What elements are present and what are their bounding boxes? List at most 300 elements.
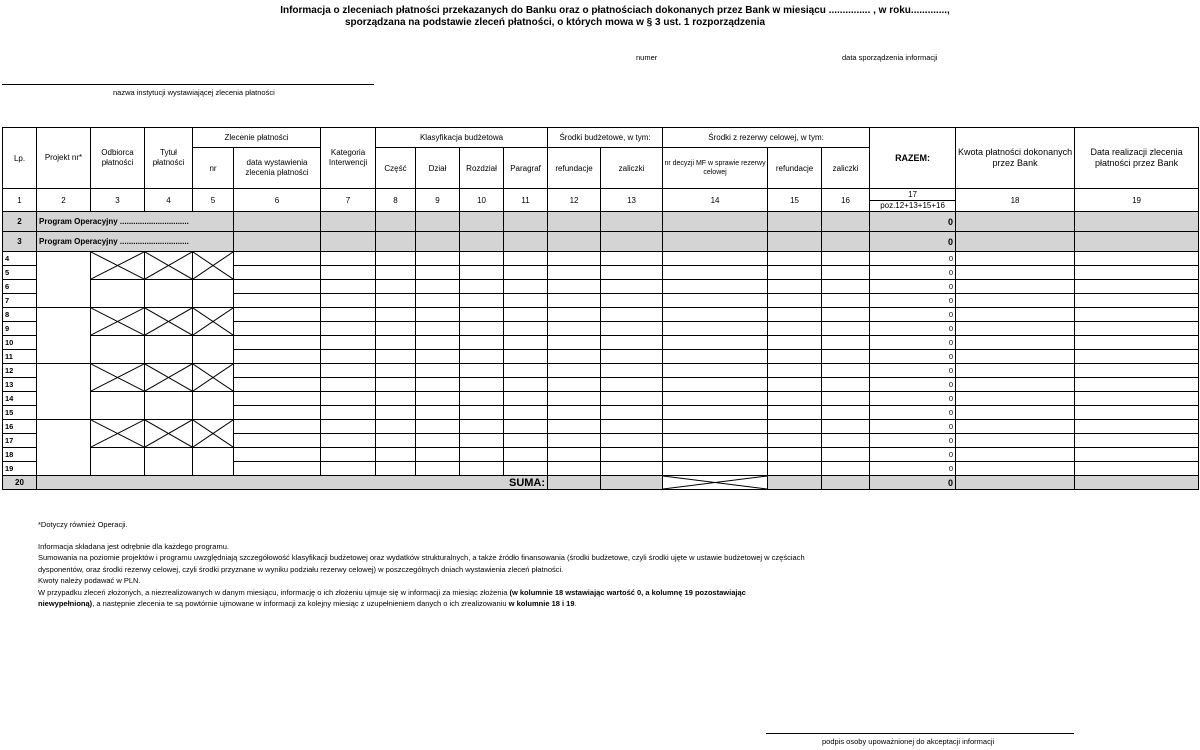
razem-value: 0 [870, 420, 956, 434]
cell-col-10[interactable] [460, 266, 504, 280]
cell-col-11[interactable] [504, 232, 548, 252]
cell-col-15[interactable] [768, 252, 822, 266]
razem-value: 0 [870, 266, 956, 280]
cell-col-11[interactable] [504, 280, 548, 294]
cell-col-19[interactable] [1075, 232, 1199, 252]
cell-col-19[interactable] [1075, 350, 1199, 364]
razem-value: 0 [870, 294, 956, 308]
cell-col-8[interactable] [376, 406, 416, 420]
cell-col-7[interactable] [321, 308, 376, 322]
column-number-5: 5 [193, 189, 234, 212]
cell-col-10[interactable] [460, 364, 504, 378]
cell-col-6[interactable] [234, 336, 321, 350]
cell-col-8[interactable] [376, 448, 416, 462]
cell-col-14[interactable] [663, 212, 768, 232]
cell-col-6[interactable] [234, 252, 321, 266]
cell-col-3[interactable] [91, 336, 145, 364]
cell-col-12[interactable] [548, 212, 601, 232]
cell-col-13[interactable] [601, 462, 663, 476]
cell-col-18[interactable] [956, 350, 1075, 364]
column17-formula: poz.12+13+15+16 [870, 200, 955, 211]
cell-col-8[interactable] [376, 364, 416, 378]
cell-col-9[interactable] [416, 266, 460, 280]
cell-col-18[interactable] [956, 212, 1075, 232]
cell-col-9[interactable] [416, 406, 460, 420]
cell-col-15[interactable] [768, 364, 822, 378]
cell-col-18[interactable] [956, 434, 1075, 448]
cell-col-16[interactable] [822, 378, 870, 392]
cell-col-18[interactable] [956, 378, 1075, 392]
cell-col-9[interactable] [416, 462, 460, 476]
cell-col-9[interactable] [416, 392, 460, 406]
note-line-4: Kwoty należy podawać w PLN. [38, 576, 141, 585]
cell-col-9[interactable] [416, 308, 460, 322]
cell-col-11[interactable] [504, 266, 548, 280]
cell-col-13[interactable] [601, 252, 663, 266]
cell-col-10[interactable] [460, 420, 504, 434]
cell-col-14[interactable] [663, 336, 768, 350]
cell-col-6[interactable] [234, 294, 321, 308]
cell-col-11[interactable] [504, 406, 548, 420]
cell-col-6[interactable] [234, 364, 321, 378]
cell-col-9[interactable] [416, 434, 460, 448]
header-lp: Lp. [3, 128, 37, 189]
header-refundacje: refundacje [548, 148, 601, 189]
cell-col-19[interactable] [1075, 252, 1199, 266]
cell-col-15[interactable] [768, 392, 822, 406]
cell-col-16[interactable] [822, 434, 870, 448]
cell-col-16[interactable] [822, 336, 870, 350]
cell-col-7[interactable] [321, 462, 376, 476]
cell-col-19[interactable] [1075, 294, 1199, 308]
cell-col-13[interactable] [601, 434, 663, 448]
cell-col-5[interactable] [193, 336, 234, 364]
cell-col-6[interactable] [234, 266, 321, 280]
cell-col-12[interactable] [548, 378, 601, 392]
cell-col-15[interactable] [768, 462, 822, 476]
row-lp: 10 [3, 336, 37, 350]
title-line-2: sporządzana na podstawie zleceń płatności, o których mowa w § 3 ust. 1 rozporządzenia [344, 17, 766, 28]
cell-col-4[interactable] [145, 280, 193, 308]
cell-col-3[interactable] [91, 392, 145, 420]
cell-col-10[interactable] [460, 434, 504, 448]
note-line-5: W przypadku zleceń złożonych, a niezrealizowanych w danym miesiącu, informację o ich złożeniu ujmuje się w informacji za miesiąc złożenia (w kolumnie 18 wstawiając wartość 0, a kolumnę 19 pozostawiając [38, 587, 746, 597]
cell-col-16[interactable] [822, 420, 870, 434]
cell-col-14[interactable] [663, 232, 768, 252]
cell-col-16[interactable] [822, 266, 870, 280]
cell-col-9[interactable] [416, 252, 460, 266]
cell-col-15[interactable] [768, 308, 822, 322]
cell-col-11[interactable] [504, 434, 548, 448]
cell-col-13[interactable] [601, 364, 663, 378]
header-kwota: Kwota płatności dokonanych przez Bank [956, 128, 1075, 189]
cell-col-9[interactable] [416, 378, 460, 392]
cell-col-15[interactable] [768, 336, 822, 350]
cell-col-12[interactable] [548, 252, 601, 266]
cell-col-19[interactable] [1075, 322, 1199, 336]
crossed-cell [193, 420, 234, 448]
cell-col-10[interactable] [460, 294, 504, 308]
cell-col-6[interactable] [234, 392, 321, 406]
cell-col-16[interactable] [822, 406, 870, 420]
cell-col-12[interactable] [548, 392, 601, 406]
cell-col-11[interactable] [504, 420, 548, 434]
column-number-6: 6 [234, 189, 321, 212]
cell-col-15[interactable] [768, 294, 822, 308]
cell-col-18[interactable] [956, 336, 1075, 350]
crossed-cell [663, 476, 768, 490]
row-lp: 6 [3, 280, 37, 294]
cell-col-9[interactable] [416, 336, 460, 350]
cell-col-10[interactable] [460, 322, 504, 336]
cell-col-16[interactable] [822, 462, 870, 476]
column-number-11: 11 [504, 189, 548, 212]
cell-col-13[interactable] [601, 280, 663, 294]
row-lp: 16 [3, 420, 37, 434]
cell-col-7[interactable] [321, 350, 376, 364]
cell-col-19[interactable] [1075, 420, 1199, 434]
column-number-2: 2 [37, 189, 91, 212]
cell-col-13[interactable] [601, 350, 663, 364]
cell-col-16[interactable] [822, 350, 870, 364]
cell-col-15[interactable] [768, 322, 822, 336]
cell-col-11[interactable] [504, 322, 548, 336]
program-row [3, 232, 1199, 252]
cell-col-12[interactable] [548, 462, 601, 476]
cell-col-15[interactable] [768, 280, 822, 294]
cell-col-12[interactable] [548, 266, 601, 280]
cell-col-6[interactable] [234, 378, 321, 392]
row-lp: 9 [3, 322, 37, 336]
cell-col-8[interactable] [376, 280, 416, 294]
header-dzial: Dział [416, 148, 460, 189]
cell-col-7[interactable] [321, 294, 376, 308]
column-number-13: 13 [601, 189, 663, 212]
cell-col-16[interactable] [822, 212, 870, 232]
cell-col-8[interactable] [376, 232, 416, 252]
cell-col-6[interactable] [234, 280, 321, 294]
cell-col-8[interactable] [376, 252, 416, 266]
table-row [3, 392, 1199, 406]
cell-col-13[interactable] [601, 406, 663, 420]
cell-col-10[interactable] [460, 232, 504, 252]
cell-col-11[interactable] [504, 294, 548, 308]
cell-col-15[interactable] [768, 448, 822, 462]
cell-col-16[interactable] [822, 392, 870, 406]
cell-col-9[interactable] [416, 420, 460, 434]
column-number-19: 19 [1075, 189, 1199, 212]
cell-col-18[interactable] [956, 364, 1075, 378]
cell-col-12[interactable] [548, 294, 601, 308]
cell-col-7[interactable] [321, 212, 376, 232]
cell-col-19[interactable] [1075, 406, 1199, 420]
cell-col-14[interactable] [663, 308, 768, 322]
cell-col-14[interactable] [663, 448, 768, 462]
header-nr: nr [193, 148, 234, 189]
cell-col-7[interactable] [321, 266, 376, 280]
cell-col-6[interactable] [234, 448, 321, 462]
row-lp: 20 [3, 476, 37, 490]
cell-col-14[interactable] [663, 294, 768, 308]
institution-line [2, 84, 374, 85]
cell-col-6[interactable] [234, 462, 321, 476]
cell-col-10[interactable] [460, 212, 504, 232]
razem-value: 0 [870, 308, 956, 322]
crossed-cell [193, 308, 234, 336]
cell-col-14[interactable] [663, 280, 768, 294]
cell-col-19[interactable] [1075, 364, 1199, 378]
cell-col-12[interactable] [548, 280, 601, 294]
cell-col-10[interactable] [460, 462, 504, 476]
cell-col-18[interactable] [956, 322, 1075, 336]
cell-col-13[interactable] [601, 232, 663, 252]
cell-col-10[interactable] [460, 350, 504, 364]
cell-col-13[interactable] [601, 212, 663, 232]
payments-table [2, 127, 1199, 490]
cell-col-16[interactable] [822, 364, 870, 378]
cell-col-8[interactable] [376, 266, 416, 280]
cell-col-11[interactable] [504, 350, 548, 364]
razem-value: 0 [870, 434, 956, 448]
cell-col-19[interactable] [1075, 212, 1199, 232]
cell-col-2[interactable] [37, 308, 91, 364]
cell-col-11[interactable] [504, 308, 548, 322]
cell-col-12[interactable] [548, 448, 601, 462]
cell-col-14[interactable] [663, 350, 768, 364]
razem-value: 0 [870, 406, 956, 420]
cell-col-11[interactable] [504, 336, 548, 350]
cell-col-6[interactable] [234, 350, 321, 364]
cell-col-18[interactable] [956, 252, 1075, 266]
cell-col-10[interactable] [460, 392, 504, 406]
cell-col-19[interactable] [1075, 280, 1199, 294]
cell-col-14[interactable] [663, 364, 768, 378]
cell-col-15[interactable] [768, 212, 822, 232]
cell-col-8[interactable] [376, 336, 416, 350]
cell-col-18[interactable] [956, 280, 1075, 294]
razem-value: 0 [870, 462, 956, 476]
cell-col-8[interactable] [376, 420, 416, 434]
cell-col-11[interactable] [504, 252, 548, 266]
cell-col-10[interactable] [460, 448, 504, 462]
razem-value: 0 [870, 350, 956, 364]
cell-col-16[interactable] [822, 294, 870, 308]
cell-col-4[interactable] [145, 392, 193, 420]
cell-col-10[interactable] [460, 308, 504, 322]
cell-col-4[interactable] [145, 448, 193, 476]
cell-col-7[interactable] [321, 378, 376, 392]
cell-col-7[interactable] [321, 448, 376, 462]
cell-col-14[interactable] [663, 266, 768, 280]
cell-col-16[interactable] [822, 280, 870, 294]
cell-col-14[interactable] [663, 406, 768, 420]
cell-col-7[interactable] [321, 322, 376, 336]
cell-col-15[interactable] [768, 350, 822, 364]
cell-col-19[interactable] [1075, 266, 1199, 280]
cell-col-19[interactable] [1075, 378, 1199, 392]
cell-col-18[interactable] [956, 308, 1075, 322]
cell-col-16[interactable] [822, 322, 870, 336]
cell-col-6[interactable] [234, 434, 321, 448]
cell-col-12[interactable] [548, 350, 601, 364]
cell-col-8[interactable] [376, 322, 416, 336]
cell-col-5[interactable] [193, 280, 234, 308]
cell-col-18[interactable] [956, 266, 1075, 280]
cell-col-13[interactable] [601, 448, 663, 462]
cell-col-12[interactable] [548, 232, 601, 252]
cell-col-16[interactable] [822, 232, 870, 252]
cell-col-14[interactable] [663, 462, 768, 476]
cell-col-6[interactable] [234, 406, 321, 420]
cell-col-19[interactable] [1075, 434, 1199, 448]
cell-col-19[interactable] [1075, 336, 1199, 350]
cell-col-19[interactable] [1075, 392, 1199, 406]
cell-col-15[interactable] [768, 434, 822, 448]
cell-col-15[interactable] [768, 420, 822, 434]
cell-col-16[interactable] [822, 252, 870, 266]
razem-value: 0 [870, 280, 956, 294]
cell-col-8[interactable] [376, 308, 416, 322]
cell-col-15[interactable] [768, 406, 822, 420]
row-lp: 5 [3, 266, 37, 280]
header-nr-decyzji: nr decyzji MF w sprawie rezerwy celowej [663, 148, 768, 189]
cell-col-8[interactable] [376, 212, 416, 232]
cell-col-8[interactable] [376, 350, 416, 364]
cell-col-14[interactable] [663, 420, 768, 434]
cell-col-13[interactable] [601, 336, 663, 350]
table-row [3, 252, 1199, 266]
cell-col-4[interactable] [145, 336, 193, 364]
cell-col-13[interactable] [601, 322, 663, 336]
column-number-1: 1 [3, 189, 37, 212]
cell-col-9[interactable] [416, 232, 460, 252]
row-lp: 12 [3, 364, 37, 378]
cell-col-12[interactable] [548, 308, 601, 322]
cell-col-10[interactable] [460, 336, 504, 350]
cell-col-12[interactable] [548, 322, 601, 336]
cell-col-2[interactable] [37, 252, 91, 308]
cell-col-12[interactable] [548, 364, 601, 378]
table-row [3, 280, 1199, 294]
cell-col-9[interactable] [416, 364, 460, 378]
cell-col-8[interactable] [376, 392, 416, 406]
cell-col-13[interactable] [601, 392, 663, 406]
cell-col-14[interactable] [663, 434, 768, 448]
cell-col-18[interactable] [956, 406, 1075, 420]
cell-col-12[interactable] [548, 434, 601, 448]
cell-col-11[interactable] [504, 448, 548, 462]
cell-col-16[interactable] [822, 308, 870, 322]
cell-col-11[interactable] [504, 212, 548, 232]
cell-col-13[interactable] [601, 294, 663, 308]
cell-col-19[interactable] [1075, 448, 1199, 462]
cell-col-2[interactable] [37, 420, 91, 476]
cell-col-8[interactable] [376, 294, 416, 308]
cell-col-11[interactable] [504, 462, 548, 476]
cell-col-11[interactable] [504, 392, 548, 406]
cell-col-12[interactable] [548, 420, 601, 434]
cell-col-15[interactable] [768, 232, 822, 252]
razem-value: 0 [870, 212, 956, 232]
cell-col-11[interactable] [504, 364, 548, 378]
cell-col-7[interactable] [321, 252, 376, 266]
cell-col-18[interactable] [956, 448, 1075, 462]
cell-col-14[interactable] [663, 378, 768, 392]
cell-col-13[interactable] [601, 266, 663, 280]
cell-col-10[interactable] [460, 378, 504, 392]
cell-col-9[interactable] [416, 448, 460, 462]
cell-col-13[interactable] [601, 420, 663, 434]
cell-col-19[interactable] [1075, 462, 1199, 476]
cell-col-3[interactable] [91, 448, 145, 476]
cell-col-18[interactable] [956, 232, 1075, 252]
cell-col-9[interactable] [416, 280, 460, 294]
crossed-cell [145, 364, 193, 392]
cell-col-9[interactable] [416, 322, 460, 336]
cell-col-7[interactable] [321, 280, 376, 294]
cell-col-9[interactable] [416, 212, 460, 232]
cell-col-7[interactable] [321, 420, 376, 434]
cell-col-7[interactable] [321, 392, 376, 406]
cell-col-7[interactable] [321, 434, 376, 448]
cell-col-3[interactable] [91, 280, 145, 308]
cell-col-15[interactable] [768, 378, 822, 392]
note-line-2: Sumowania na poziomie projektów i programu uwzględniają szczegółowość klasyfikacji budżetowej oraz wydatków strukturalnych, a także źródło finansowania (środki budżetowe, czyli środki ujęte w ustawie budżetowej w częściach [38, 553, 805, 562]
cell-col-5[interactable] [193, 448, 234, 476]
cell-col-14[interactable] [663, 392, 768, 406]
cell-col-5[interactable] [193, 392, 234, 420]
cell-col-6[interactable] [234, 322, 321, 336]
cell-col-8[interactable] [376, 378, 416, 392]
razem-value: 0 [870, 322, 956, 336]
cell-col-13[interactable] [601, 378, 663, 392]
cell-col-18[interactable] [956, 462, 1075, 476]
cell-col-7[interactable] [321, 336, 376, 350]
cell-col-7[interactable] [321, 364, 376, 378]
cell-col-18[interactable] [956, 294, 1075, 308]
cell-col-6[interactable] [234, 212, 321, 232]
cell-col-18[interactable] [956, 420, 1075, 434]
cell-col-8[interactable] [376, 434, 416, 448]
cell-col-14[interactable] [663, 252, 768, 266]
cell-col-8[interactable] [376, 462, 416, 476]
cell-col-13[interactable] [601, 308, 663, 322]
cell-col-6[interactable] [234, 420, 321, 434]
cell-col-7[interactable] [321, 406, 376, 420]
cell-col-19[interactable] [1075, 308, 1199, 322]
cell-col-18[interactable] [956, 392, 1075, 406]
crossed-cell [91, 308, 145, 336]
cell-col-15[interactable] [768, 266, 822, 280]
cell-col-2[interactable] [37, 364, 91, 420]
cell-col-9[interactable] [416, 294, 460, 308]
cell-col-12[interactable] [548, 406, 601, 420]
cell-col-6[interactable] [234, 232, 321, 252]
crossed-cell [145, 308, 193, 336]
cell-col-9[interactable] [416, 350, 460, 364]
cell-col-11[interactable] [504, 378, 548, 392]
column-number-3: 3 [91, 189, 145, 212]
cell-col-10[interactable] [460, 406, 504, 420]
cell-col-16[interactable] [822, 448, 870, 462]
cell-col-7[interactable] [321, 232, 376, 252]
cell-col-10[interactable] [460, 280, 504, 294]
cell-col-10[interactable] [460, 252, 504, 266]
cell-col-14[interactable] [663, 322, 768, 336]
crossed-cell [145, 420, 193, 448]
cell-col-12[interactable] [548, 336, 601, 350]
cell-col-6[interactable] [234, 308, 321, 322]
